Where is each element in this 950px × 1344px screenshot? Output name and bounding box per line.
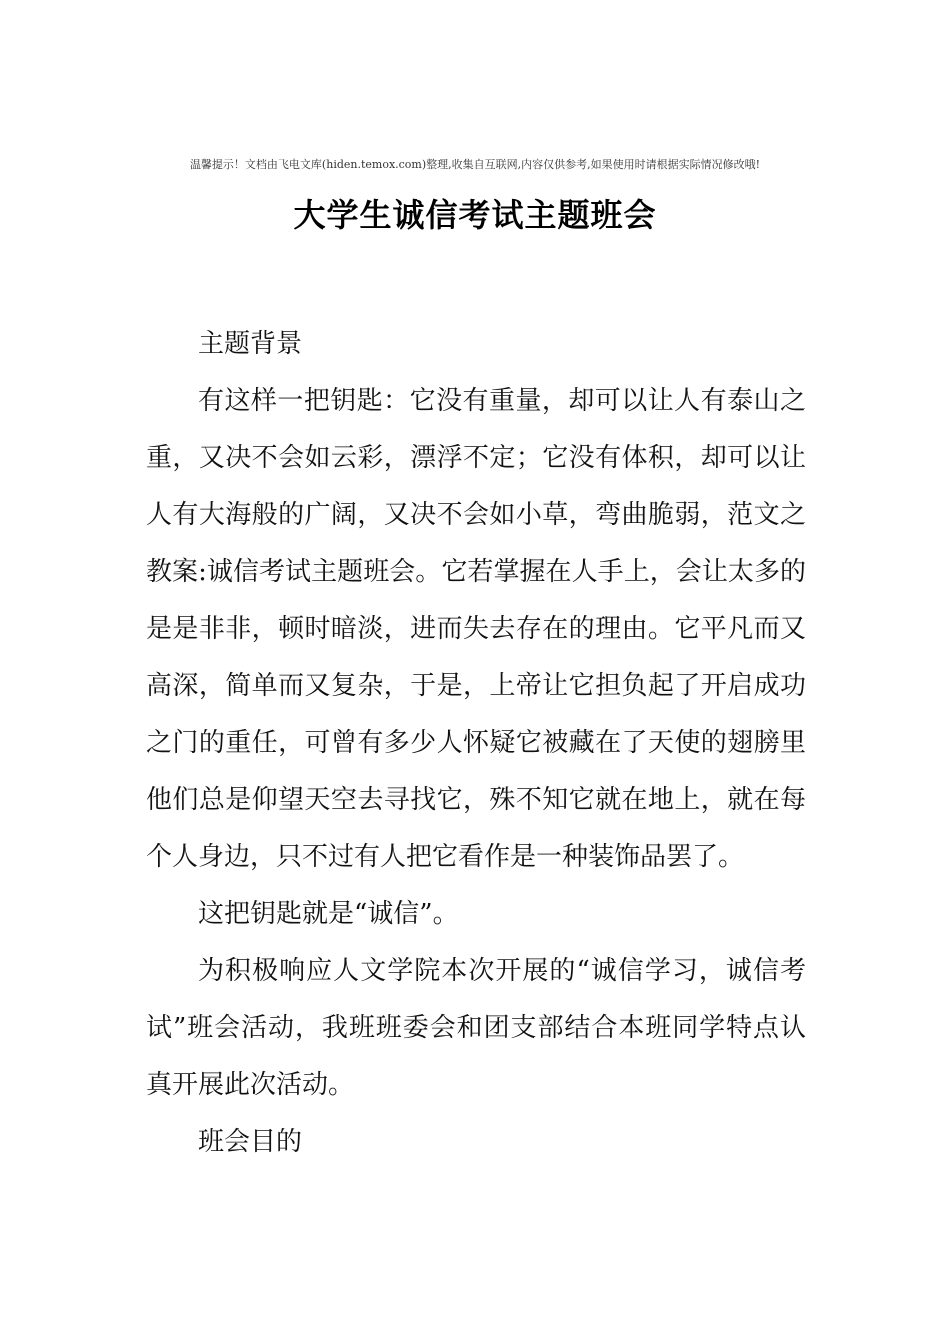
paragraph-key-is-integrity: 这把钥匙就是“诚信”。 (198, 899, 459, 929)
paragraph-activity-response: 为积极响应人文学院本次开展的“诚信学习，诚信考试”班会活动，我班班委会和团支部结合本班同学特点认真开展此次活动。 (146, 956, 806, 1100)
section-heading-background: 主题背景 (198, 329, 303, 359)
header-notice: 温馨提示！文档由飞电文库(hiden.temox.com)整理,收集自互联网,内容仅供参考,如果使用时请根据实际情况修改哦! (189, 158, 761, 171)
paragraph-key-metaphor: 有这样一把钥匙：它没有重量，却可以让人有泰山之重，又决不会如云彩，漂浮不定；它没有体积，却可以让人有大海般的广阔，又决不会如小草，弯曲脆弱，范文之教案:诚信考试主题班会。它若掌握在人手上，会让太多的是是非非，顿时暗淡，进而失去存在的理由。它平凡而又高深，简单而又复杂，于是，上帝让它担负起了开启成功之门的重任，可曾有多少人怀疑它被藏在了天使的翅膀里他们总是仰望天空去寻找它，殊不知它就在地上，就在每个人身边，只不过有人把它看作是一种装饰品罢了。 (146, 386, 806, 872)
document-title: 大学生诚信考试主题班会 (293, 196, 657, 234)
section-heading-purpose: 班会目的 (198, 1127, 303, 1157)
document-body (146, 316, 806, 1171)
